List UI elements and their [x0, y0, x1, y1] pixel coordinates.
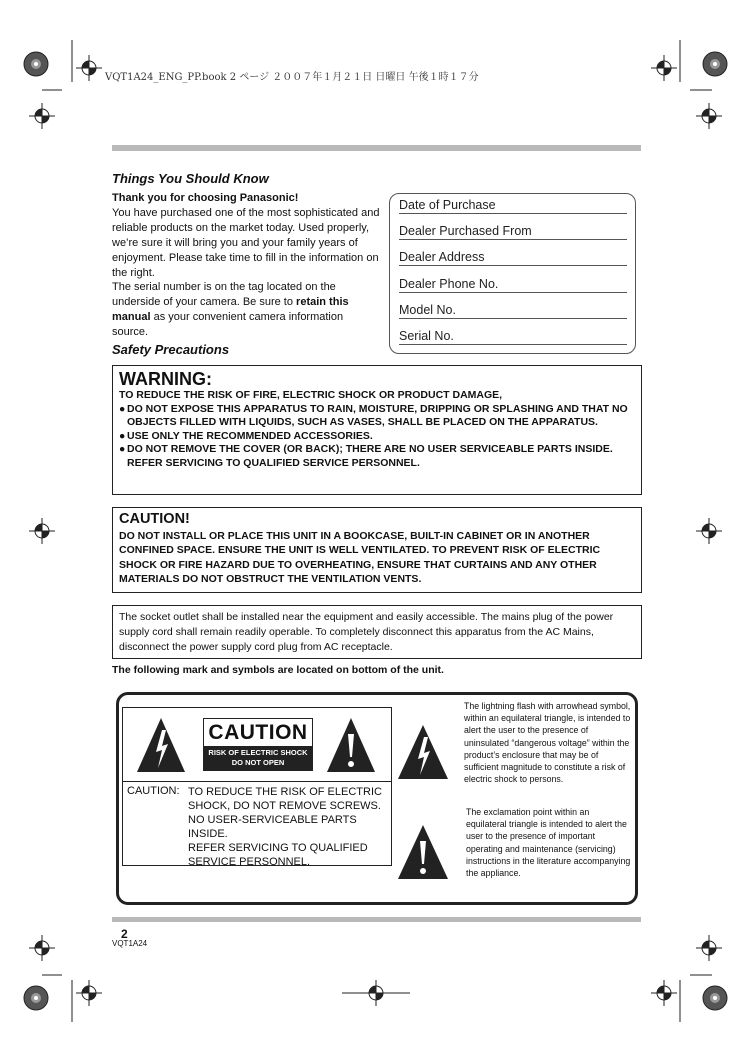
caution-sign-subtitle: RISK OF ELECTRIC SHOCK DO NOT OPEN	[204, 746, 312, 770]
label-divider	[123, 781, 391, 782]
field-serial-no: Serial No.	[399, 329, 627, 345]
label-caption-prefix: CAUTION:	[127, 785, 180, 797]
intro-paragraph-1: You have purchased one of the most sophisticated and reliable products on the market today. Used properly, we’re sure it will bring you and your family years of enjoyment. Please take time to fill in the information on the right.	[112, 206, 380, 279]
warning-box	[112, 365, 642, 495]
warning-bullet: ● DO NOT EXPOSE THIS APPARATUS TO RAIN, MOISTURE, DRIPPING OR SPLASHING AND THAT NO OBJECTS FILLED WITH LIQUIDS, SUCH AS VASES, SHALL BE PLACED ON THE APPARATUS.	[119, 402, 628, 429]
warning-line: TO REDUCE THE RISK OF FIRE, ELECTRIC SHOCK OR PRODUCT DAMAGE,	[119, 389, 503, 401]
caution-label	[122, 707, 392, 866]
field-model-no: Model No.	[399, 303, 627, 319]
intro-text	[112, 191, 380, 340]
header-rule	[112, 145, 641, 151]
symbols-box	[116, 692, 638, 905]
exclamation-explanation: The exclamation point within an equilateral triangle is intended to alert the user to the presence of important operating and maintenance (servicing) instructions in the literature accompanying the appliance.	[466, 807, 631, 879]
socket-notice-text: The socket outlet shall be installed near the equipment and easily accessible. The mains plug of the power supply cord shall remain readily operable. To completely disconnect this apparatus from the AC Mains, disconnect the power supply cord plug from AC receptacle.	[119, 611, 614, 653]
caution-sign	[203, 718, 313, 771]
caution-title: CAUTION!	[119, 511, 190, 527]
warning-text	[119, 389, 634, 471]
caution-text: DO NOT INSTALL OR PLACE THIS UNIT IN A BOOKCASE, BUILT-IN CABINET OR IN ANOTHER CONFINED SPACE. ENSURE THE UNIT IS WELL VENTILATED. TO PREVENT RISK OF ELECTRIC SHOCK OR FIRE HAZARD DUE TO OVERHEATING, ENSURE THAT CURTAINS AND ANY OTHER MATERIALS DO NOT OBSTRUCT THE VENTILATION VENTS.	[119, 530, 601, 585]
thanks-line: Thank you for choosing Panasonic!	[112, 192, 299, 204]
caution-sign-title: CAUTION	[208, 721, 308, 744]
page-code: VQT1A24	[112, 939, 148, 948]
label-caption-text: TO REDUCE THE RISK OF ELECTRIC SHOCK, DO NOT REMOVE SCREWS. NO USER-SERVICEABLE PARTS INSIDE. REFER SERVICING TO QUALIFIED SERVICE PERSONNEL.	[188, 786, 382, 868]
footer-rule	[112, 917, 641, 922]
field-dealer-address: Dealer Address	[399, 250, 627, 266]
marks-note: The following mark and symbols are located on bottom of the unit.	[112, 664, 444, 676]
print-header: VQT1A24_ENG_PP.book 2 ページ ２００７年１月２１日 日曜日 午後１時１７分	[105, 72, 479, 83]
purchase-info-box	[389, 193, 636, 354]
warning-bullet: ● USE ONLY THE RECOMMENDED ACCESSORIES.	[119, 429, 373, 442]
lightning-symbol-icon	[396, 723, 450, 781]
warning-bullet: ● DO NOT REMOVE THE COVER (OR BACK); THERE ARE NO USER SERVICEABLE PARTS INSIDE. REFER SERVICING TO QUALIFIED SERVICE PERSONNEL.	[119, 443, 613, 469]
warning-title: WARNING:	[119, 369, 212, 389]
socket-notice-box	[112, 605, 642, 659]
field-date-of-purchase: Date of Purchase	[399, 198, 627, 214]
exclamation-triangle-icon	[325, 716, 377, 774]
lightning-explanation: The lightning flash with arrowhead symbol, within an equilateral triangle, is intended to alert the user to the presence of uninsulated “dangerous voltage” within the product’s enclosure that may be of sufficient magnitude to constitute a risk of electric shock to persons.	[464, 701, 631, 785]
field-dealer-phone: Dealer Phone No.	[399, 277, 627, 293]
field-dealer-purchased-from: Dealer Purchased From	[399, 224, 627, 240]
lightning-triangle-icon	[135, 716, 187, 774]
page-number: 2	[121, 927, 128, 941]
section-title-safety: Safety Precautions	[112, 342, 230, 357]
exclamation-symbol-icon	[396, 823, 450, 881]
section-title-things: Things You Should Know	[112, 171, 269, 186]
caution-box	[112, 507, 642, 593]
intro-paragraph-2: The serial number is on the tag located on the underside of your camera. Be sure to retain this manual as your convenient camera information source.	[112, 281, 349, 339]
